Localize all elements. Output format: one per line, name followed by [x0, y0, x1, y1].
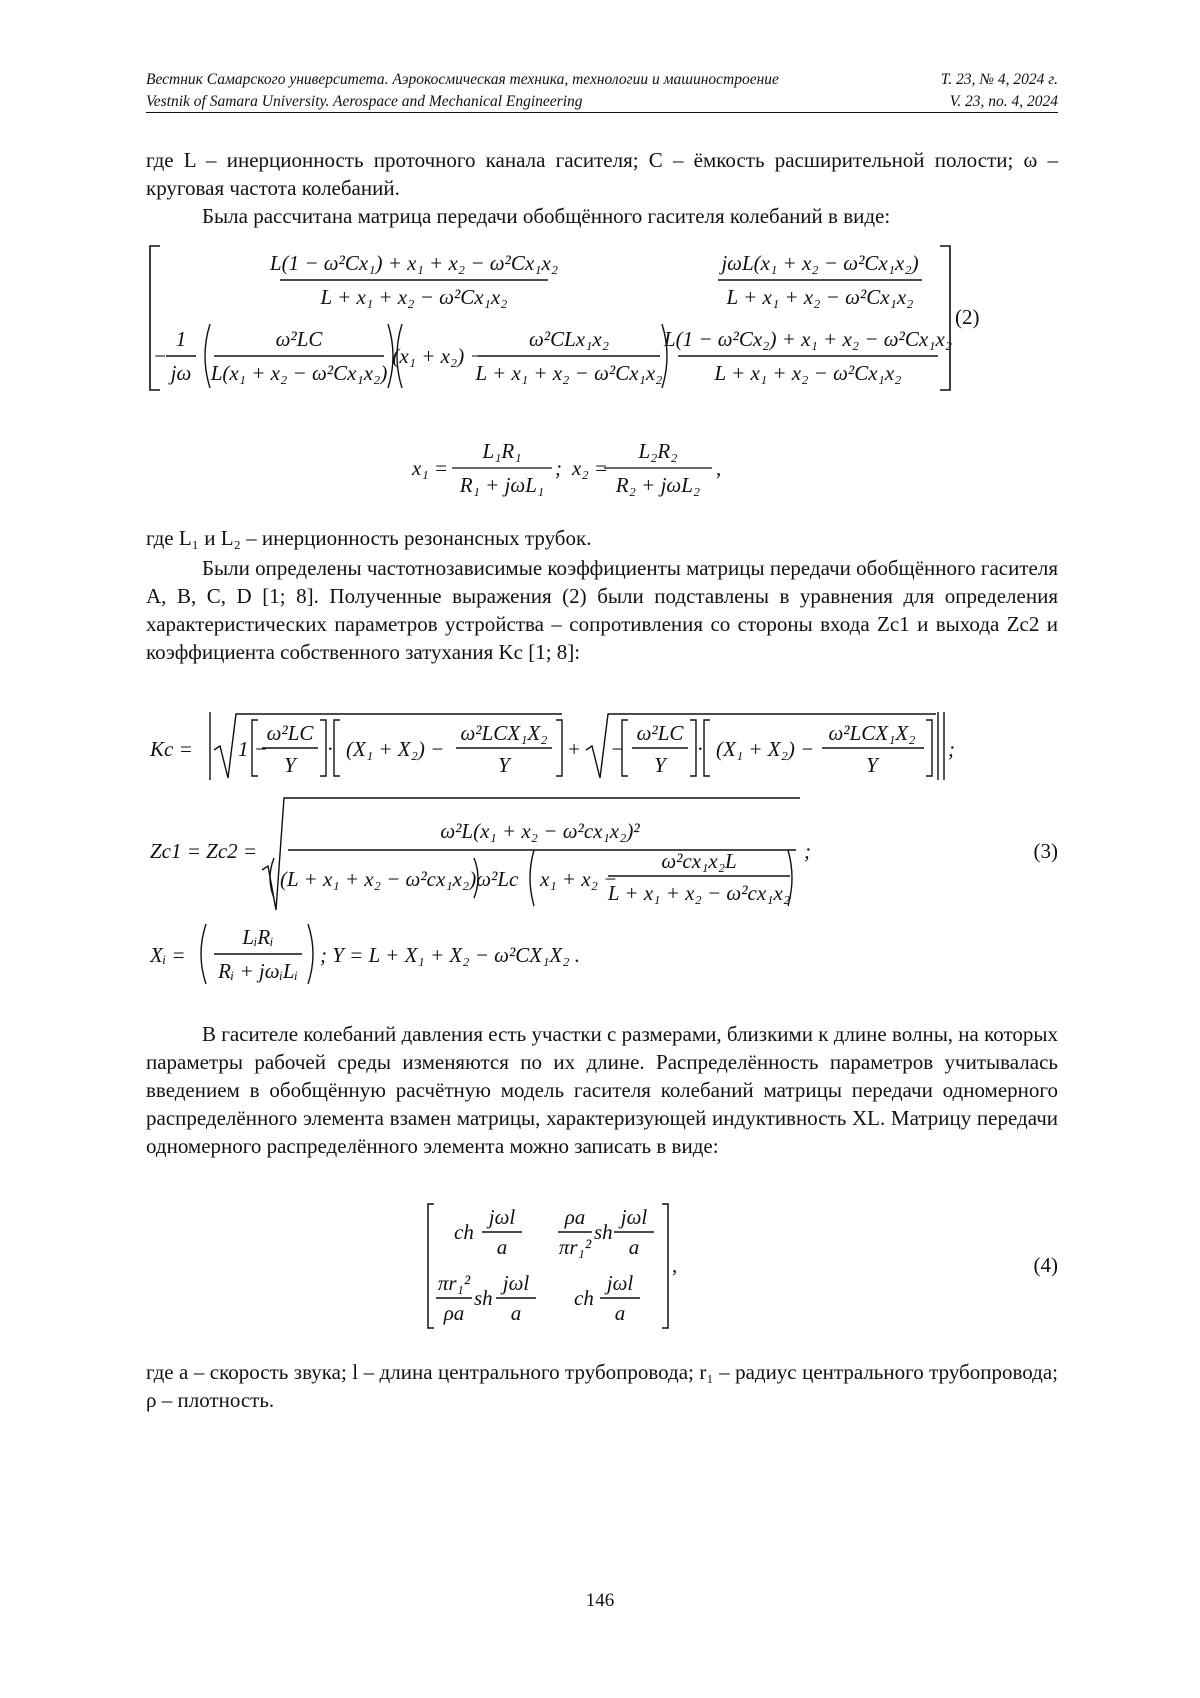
x2-lhs: x₂ =	[572, 456, 609, 480]
kc-f2-denominator: Y	[498, 753, 510, 777]
kc-middle: (X₁ + X₂) −	[346, 737, 445, 761]
header-journal-en: Vestnik of Samara University. Aerospace and Mechanical Engineering	[146, 93, 583, 110]
x1-lhs: x₁ =	[412, 456, 449, 480]
c11-ch: ch	[454, 1220, 474, 1244]
kc-f4-numerator: ω²LCX₁X₂	[828, 721, 916, 745]
x1-numerator: L₁R₁	[482, 439, 522, 463]
m11-numerator: L(1 − ω²Cx₁) + x₁ + x₂ − ω²Cx₁x₂	[269, 251, 559, 275]
equation-4-number: (4)	[1033, 1253, 1058, 1277]
closing-text	[146, 1358, 1058, 1414]
header-volume-ru: Т. 23, № 4, 2024 г.	[940, 71, 1058, 88]
zc-denominator-b: x₁ + x₂ −	[540, 867, 618, 891]
header-journal-ru: Вестник Самарского университета. Аэрокосмическая техника, технологии и машиностроение	[146, 71, 779, 88]
m11-denominator: L + x₁ + x₂ − ω²Cx₁x₂	[320, 285, 508, 309]
kc-f1-denominator: Y	[284, 753, 296, 777]
c12-arg-numerator: jωl	[620, 1205, 648, 1229]
c12-sh: sh	[594, 1220, 613, 1244]
zc-numerator: ω²L(x₁ + x₂ − ω²cx₁x₂)²	[440, 819, 640, 843]
header-volume-en: V. 23, no. 4, 2024	[949, 93, 1058, 110]
zc-denominator-a: (L + x₁ + x₂ − ω²cx₁x₂)ω²Lc	[280, 867, 519, 891]
c11-arg-denominator: a	[496, 1235, 508, 1259]
paragraph-definitions: где L – инерционность проточного канала гасителя; C – ёмкость расширительной полости; ω – круговая частота колебаний.	[146, 148, 1058, 200]
equation-3	[0, 710, 1200, 1010]
m21-f1-numerator: 1	[175, 327, 187, 351]
kc-dot-2: ·	[697, 737, 703, 761]
x1-denominator: R₁ + jωL₁	[459, 473, 545, 497]
equation-4-matrix	[0, 1200, 1200, 1340]
equation-2-matrix	[0, 240, 1200, 400]
m12-denominator: L + x₁ + x₂ − ω²Cx₁x₂	[726, 285, 914, 309]
kc-end: ;	[948, 737, 955, 761]
c22-arg-numerator: jωl	[606, 1271, 634, 1295]
zc-end: ;	[804, 839, 811, 863]
separator: ;	[555, 456, 562, 480]
m21-f3-denominator: L + x₁ + x₂ − ω²Cx₁x₂	[475, 361, 663, 385]
xi-denominator: Rᵢ + jωᵢLᵢ	[218, 959, 298, 983]
xi-lhs: Xᵢ =	[150, 943, 186, 967]
c11-arg-numerator: jωl	[488, 1205, 516, 1229]
paragraph-matrix-intro: Была рассчитана матрица передачи обобщённого гасителя колебаний в виде:	[202, 204, 891, 228]
kc-one-minus: 1 −	[238, 737, 268, 761]
c22-ch: ch	[574, 1286, 594, 1310]
kc-lhs: Kc =	[150, 737, 193, 761]
c21-sh: sh	[474, 1286, 493, 1310]
m21-f1-denominator: jω	[170, 361, 192, 385]
paragraph-tubes: где L₁ и L₂ – инерционность резонансных трубок.	[146, 526, 592, 550]
m22-numerator: L(1 − ω²Cx₂) + x₁ + x₂ − ω²Cx₁x₂	[663, 327, 953, 351]
c21-arg-denominator: a	[510, 1301, 522, 1325]
x2-end: ,	[716, 456, 722, 480]
c21-coef-numerator: πr₁²	[437, 1271, 471, 1295]
paragraph-symbols: где a – скорость звука; l – длина центрального трубопровода; r₁ – радиус центрального трубопровода; ρ – плотность.	[146, 1360, 1058, 1412]
kc-f3-numerator: ω²LC	[636, 721, 684, 745]
middle-text	[146, 524, 1058, 666]
m21-minus: −	[152, 344, 168, 368]
m21-middle: (x₁ + x₂) −	[392, 344, 484, 368]
kc-middle-2: (X₁ + X₂) −	[716, 737, 815, 761]
equation-4-end: ,	[672, 1253, 678, 1277]
paragraph-distributed: В гасителе колебаний давления есть участки с размерами, близкими к длине волны, на которых параметры рабочей среды изменяются по их длине. Распределённость параметров учитывалась введением в обобщённую расчётную модель гасителя колебаний матрицы передачи одномерного распределённого элемента взамен матрицы, характеризующей индуктивность XL. Матрицу передачи одномерного распределённого элемента можно записать в виде:	[146, 1022, 1058, 1158]
equation-2-definitions	[0, 430, 1200, 500]
paragraph-coefficients: Были определены частотнозависимые коэффициенты матрицы передачи обобщённого гасителя A, B, C, D [1; 8]. Полученные выражения (2) были подставлены в уравнения для определения характеристических параметров устройства – сопротивления со стороны входа Zc1 и выхода Zc2 и коэффициента собственного затухания Kc [1; 8]:	[146, 556, 1058, 664]
c12-coef-denominator: πr₁²	[558, 1235, 592, 1259]
kc-f2-numerator: ω²LCX₁X₂	[460, 721, 548, 745]
c12-arg-denominator: a	[628, 1235, 640, 1259]
m12-numerator: jωL(x₁ + x₂ − ω²Cx₁x₂)	[721, 251, 919, 275]
c21-arg-numerator: jωl	[502, 1271, 530, 1295]
m22-denominator: L + x₁ + x₂ − ω²Cx₁x₂	[714, 361, 902, 385]
x2-numerator: L₂R₂	[638, 439, 678, 463]
distributed-text	[146, 1020, 1058, 1160]
kc-plus: +	[566, 737, 582, 761]
y-definition: ; Y = L + X₁ + X₂ − ω²CX₁X₂ .	[320, 943, 581, 967]
c22-arg-denominator: a	[614, 1301, 626, 1325]
zc-inner-numerator: ω²cx₁x₂L	[661, 849, 737, 873]
xi-numerator: LᵢRᵢ	[242, 925, 274, 949]
kc-f3-denominator: Y	[654, 753, 666, 777]
x2-denominator: R₂ + jωL₂	[615, 473, 701, 497]
equation-3-number: (3)	[1033, 839, 1058, 863]
kc-minus: −	[610, 737, 625, 761]
kc-f1-numerator: ω²LC	[266, 721, 314, 745]
page-number: 146	[585, 1590, 615, 1611]
c12-coef-numerator: ρa	[564, 1205, 586, 1229]
equation-2-number: (2)	[955, 305, 980, 329]
zc-lhs: Zc1 = Zc2 =	[150, 839, 258, 863]
kc-f4-denominator: Y	[866, 753, 878, 777]
m21-f2-numerator: ω²LC	[275, 327, 323, 351]
kc-dot-1: ·	[327, 737, 333, 761]
m21-f3-numerator: ω²CLx₁x₂	[528, 327, 610, 351]
intro-text	[146, 146, 1058, 230]
zc-inner-denominator: L + x₁ + x₂ − ω²cx₁x₂	[607, 881, 791, 905]
m21-f2-denominator: L(x₁ + x₂ − ω²Cx₁x₂)	[210, 361, 388, 385]
c21-coef-denominator: ρa	[443, 1301, 465, 1325]
